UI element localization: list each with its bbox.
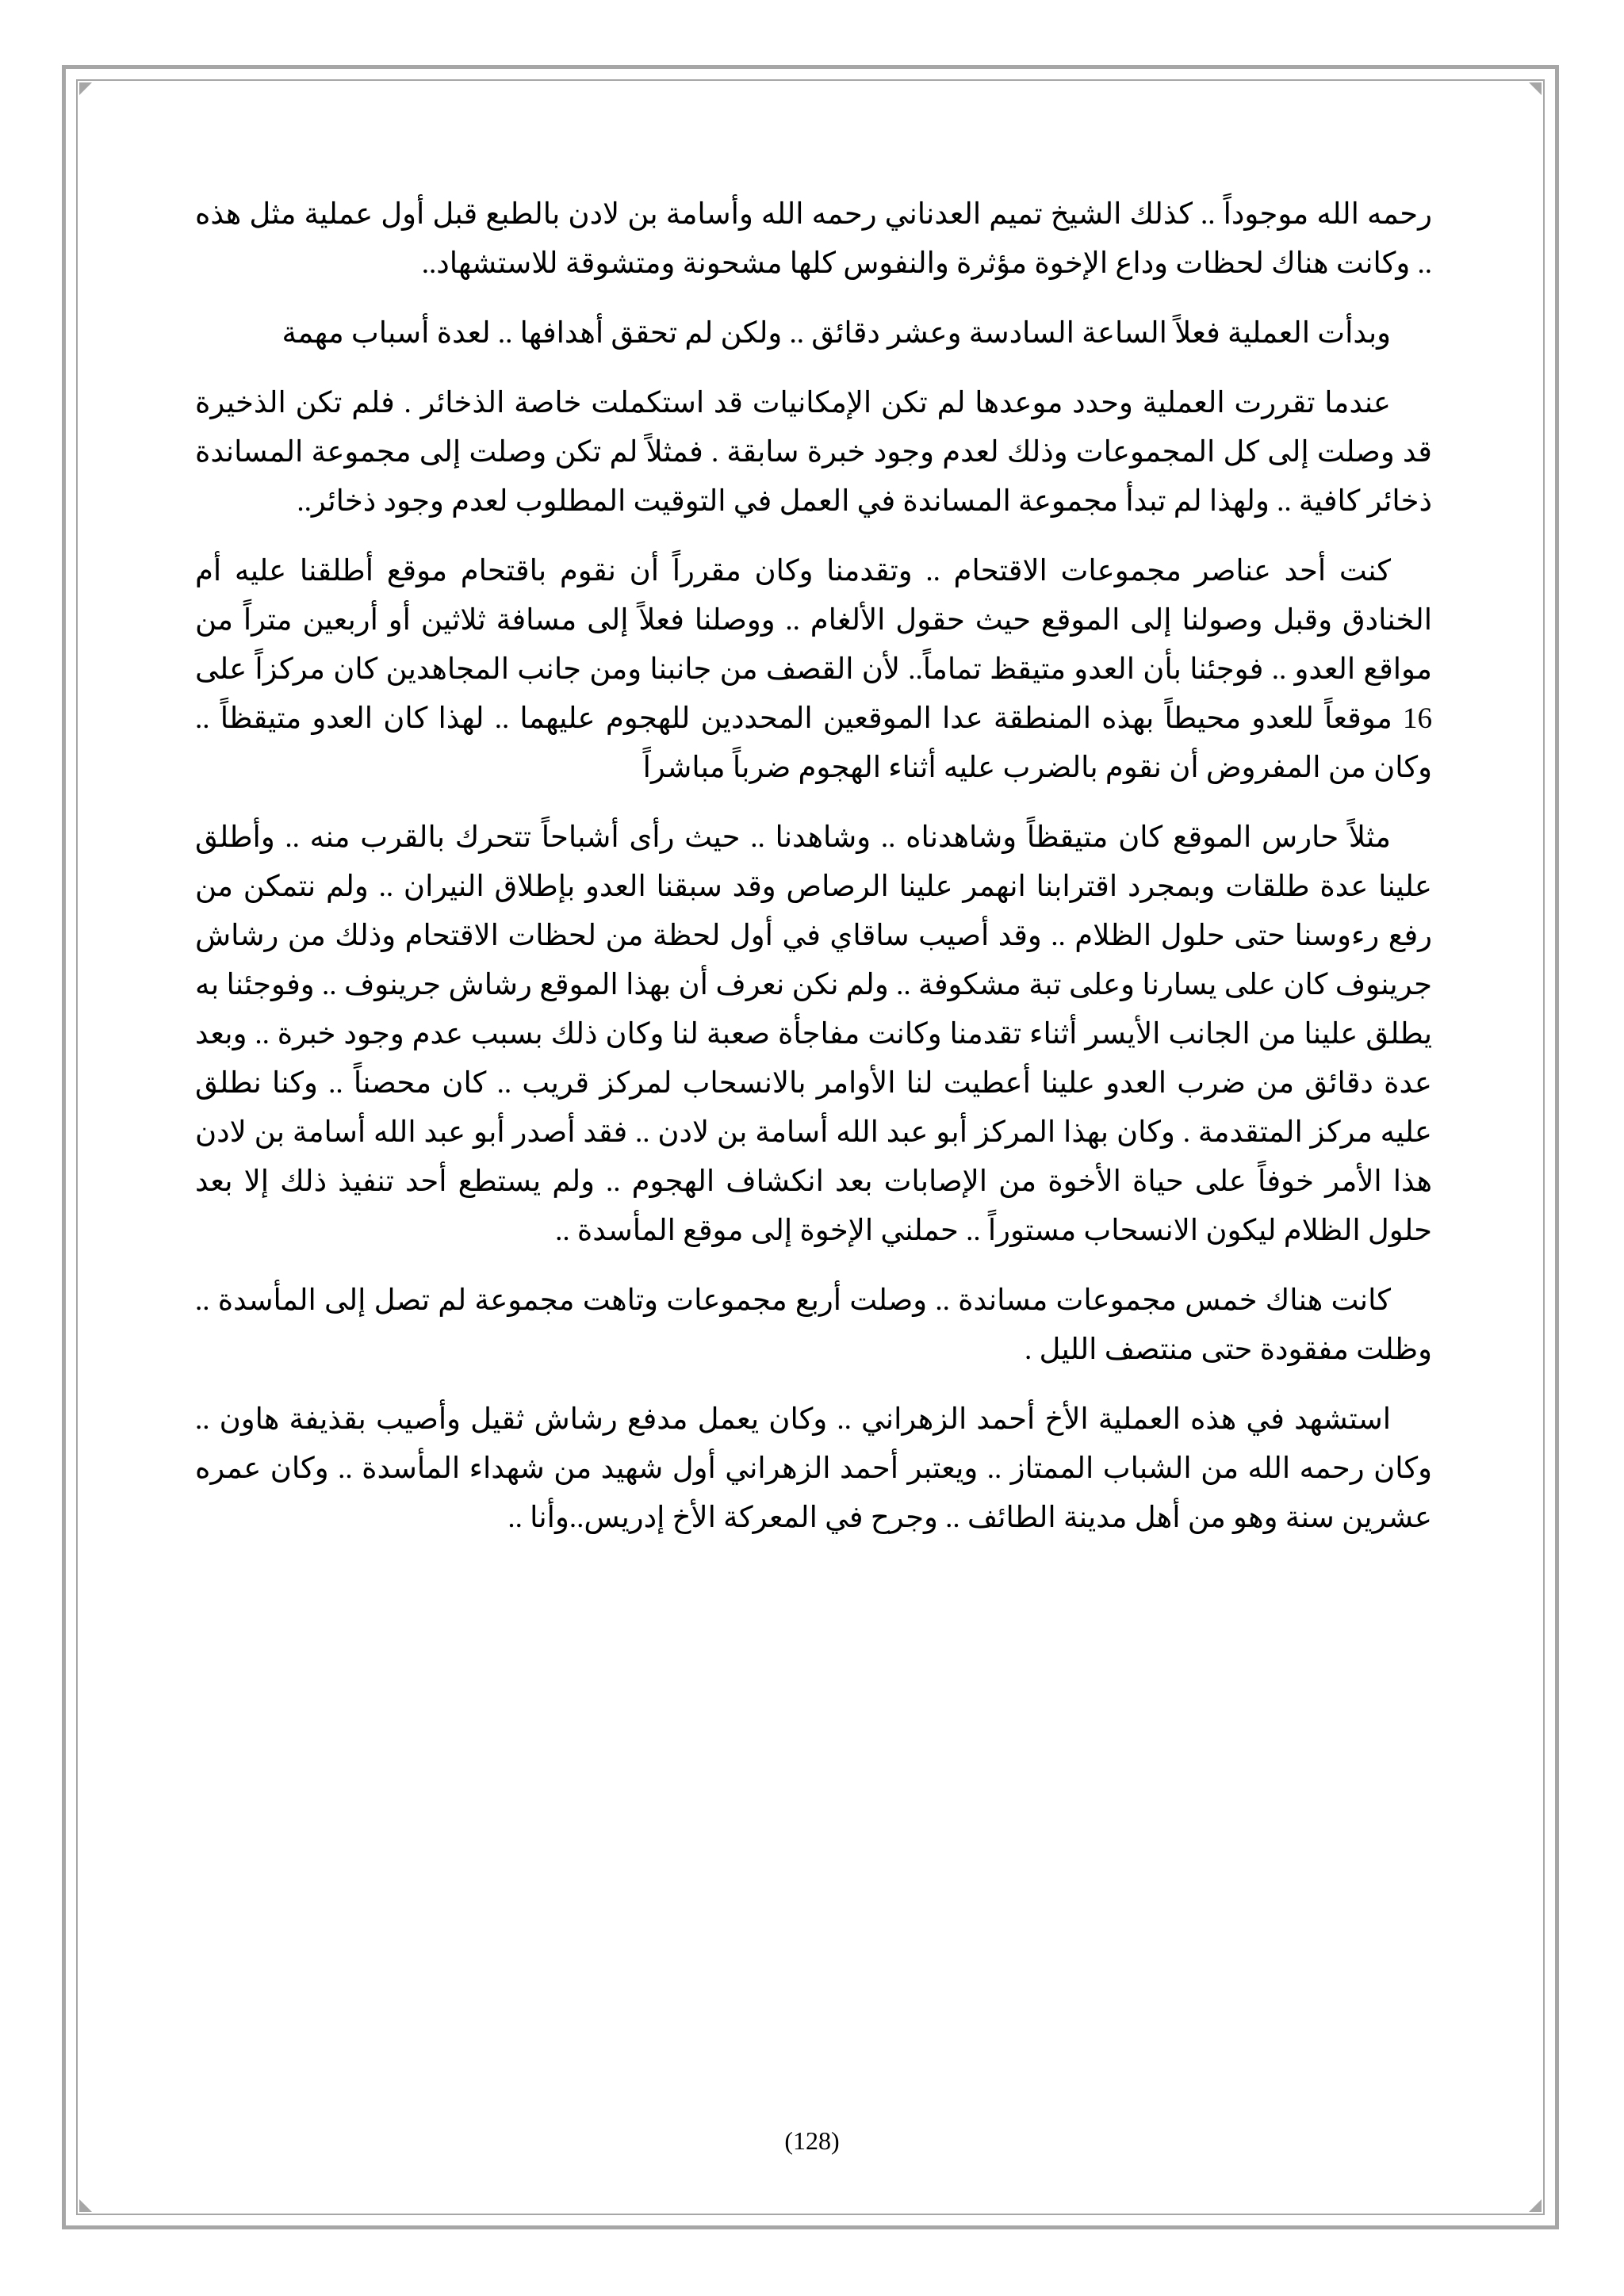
corner-ornament-top-right <box>1529 82 1542 95</box>
paragraph-3: عندما تقررت العملية وحدد موعدها لم تكن الإمكانيات قد استكملت خاصة الذخائر . فلم تكن الذخيرة قد وصلت إلى كل المجموعات وذلك لعدم وجود خبرة سابقة . فمثلاً لم تكن وصلت إلى مجموعة المساندة ذخائر كافية .. ولهذا لم تبدأ مجموعة المساندة في العمل في التوقيت المطلوب لعدم وجود ذخائر.. <box>195 387 1432 518</box>
corner-ornament-top-left <box>79 82 92 95</box>
corner-ornament-bottom-right <box>1529 2199 1542 2212</box>
paragraph-6: كانت هناك خمس مجموعات مساندة .. وصلت أربع مجموعات وتاهت مجموعة لم تصل إلى المأسدة .. وظلت مفقودة حتى منتصف الليل . <box>195 1284 1432 1366</box>
paragraph-4: كنت أحد عناصر مجموعات الاقتحام .. وتقدمنا وكان مقرراً أن نقوم باقتحام موقع أطلقنا عليه أم الخنادق وقبل وصولنا إلى الموقع حيث حقول الألغام .. ووصلنا فعلاً إلى مسافة ثلاثين أو أربعين متراً من مواقع العدو .. فوجئنا بأن العدو متيقظ تماماً.. لأن القصف من جانبنا ومن جانب المجاهدين كان مركزاً على 16 موقعاً للعدو محيطاً بهذه المنطقة عدا الموقعين المحددين للهجوم عليهما .. لهذا كان العدو متيقظاً .. وكان من المفروض أن نقوم بالضرب عليه أثناء الهجوم ضرباً مباشراً <box>195 555 1432 784</box>
paragraph-2: وبدأت العملية فعلاً الساعة السادسة وعشر دقائق .. ولكن لم تحقق أهدافها .. لعدة أسباب مهمة <box>282 317 1391 350</box>
page-number: (128) <box>784 2126 840 2155</box>
paragraph-7: استشهد في هذه العملية الأخ أحمد الزهراني .. وكان يعمل مدفع رشاش ثقيل وأصيب بقذيفة هاون .. وكان رحمه الله من الشباب الممتاز .. ويعتبر أحمد الزهراني أول شهيد من شهداء المأسدة .. وكان عمره عشرين سنة وهو من أهل مدينة الطائف .. وجرح في المعركة الأخ إدريس..وأنا .. <box>195 1403 1432 1534</box>
paragraph-1: رحمه الله موجوداً .. كذلك الشيخ تميم العدناني رحمه الله وأسامة بن لادن بالطبع قبل أول عملية مثل هذه .. وكانت هناك لحظات وداع الإخوة مؤثرة والنفوس كلها مشحونة ومتشوقة للاستشهاد.. <box>195 198 1432 280</box>
corner-ornament-bottom-left <box>79 2199 92 2212</box>
document-body <box>195 190 1432 1563</box>
paragraph-5: مثلاً حارس الموقع كان متيقظاً وشاهدناه .. وشاهدنا .. حيث رأى أشباحاً تتحرك بالقرب منه .. وأطلق علينا عدة طلقات وبمجرد اقترابنا انهمر علينا الرصاص وقد سبقنا العدو بإطلاق النيران .. ولم نتمكن من رفع رءوسنا حتى حلول الظلام .. وقد أصيب ساقاي في أول لحظة من لحظات الاقتحام وذلك من رشاش جرينوف كان على يسارنا وعلى تبة مشكوفة .. ولم نكن نعرف أن بهذا الموقع رشاش جرينوف .. وفوجئنا به يطلق علينا من الجانب الأيسر أثناء تقدمنا وكانت مفاجأة صعبة لنا وكان ذلك بسبب عدم وجود خبرة .. وبعد عدة دقائق من ضرب العدو علينا أعطيت لنا الأوامر بالانسحاب لمركز قريب .. كان محصناً .. وكنا نطلق عليه مركز المتقدمة . وكان بهذا المركز أبو عبد الله أسامة بن لادن .. فقد أصدر أبو عبد الله أسامة بن لادن هذا الأمر خوفاً على حياة الأخوة من الإصابات بعد انكشاف الهجوم .. ولم يستطع أحد تنفيذ ذلك إلا بعد حلول الظلام ليكون الانسحاب مستوراً .. حملني الإخوة إلى موقع المأسدة .. <box>195 821 1432 1247</box>
